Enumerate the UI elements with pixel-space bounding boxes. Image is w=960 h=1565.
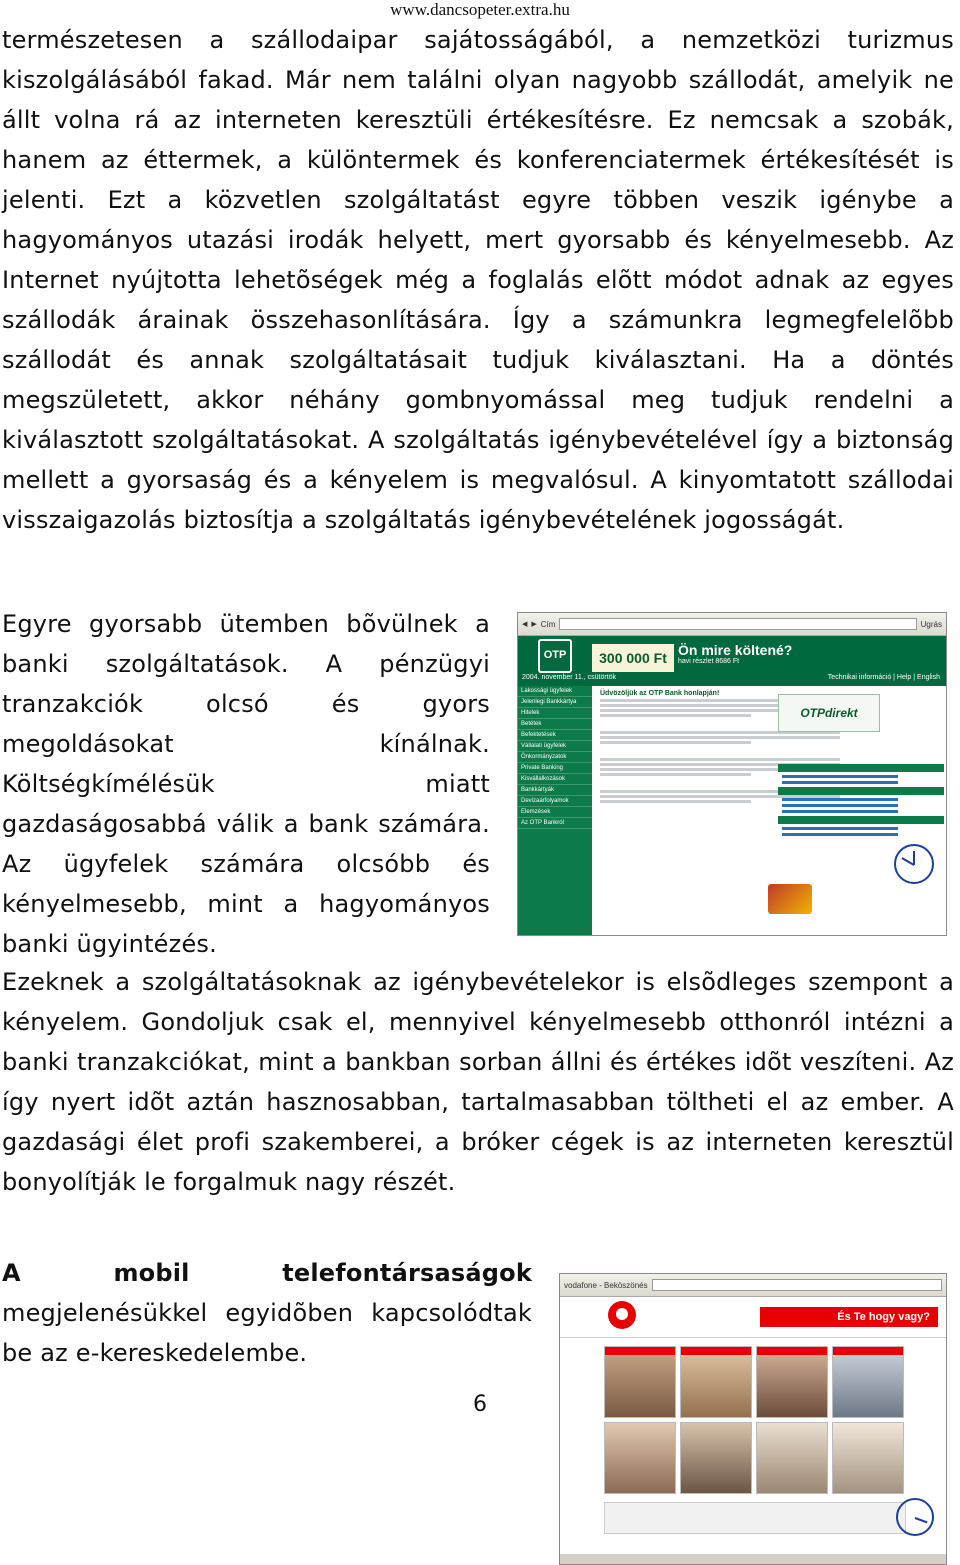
otp-direkt-box: OTPdirekt (778, 694, 880, 732)
sidebar-links (778, 764, 944, 839)
sidebar-link (782, 833, 898, 836)
bank-website-screenshot (517, 612, 947, 936)
go-label: Ugrás (920, 619, 942, 629)
paragraph-hotels: természetesen a szállodaipar sajátosságából, a nemzetközi turizmus kiszolgálásából fakad. Már nem találni olyan nagyobb szállodát, amelyik ne állt volna rá az interneten keresztüli értékesítésre. Ez nemcsak a szobák, hanem az éttermek, a különtermek és konferenciatermek értékesítését is jelenti. Ezt a közvetlen szolgáltatást egyre többen veszik igénybe a hagyományos utazási irodák helyett, mert gyorsabb és kényelmesebb. Az Internet nyújtotta lehetõségek még a foglalás elõtt módot adnak az egyes szállodák árainak összehasonlítására. Így a számunkra legmegfelelõbb szállodát és annak szolgáltatásait tudjuk kiválasztani. Ha a döntés megszületett, akkor néhány gombnyomással meg tudjuk rendelni a kiválasztott szolgáltatásokat. A szolgáltatás igénybevételével így a biztonság mellett a gyorsaság és a kényelem is megvalósul. A kinyomtatott szállodai visszaigazolás biztosítja a szolgáltatás igénybevételének jogosságát. (2, 26, 954, 534)
back-icon: ◀ (522, 620, 528, 628)
bank-promo-title: Ön mire költené? (678, 642, 793, 658)
photo-tile (680, 1346, 752, 1418)
bank-nav: Technikai információ | Help | English (827, 674, 940, 681)
bank-menu-item: Jelenlegi Bankkártya (518, 697, 592, 708)
address-label: Cím (540, 619, 556, 629)
tile-label (605, 1347, 675, 1355)
bank-promo-sub: havi részlet 8686 Ft (678, 658, 740, 665)
text-line (600, 741, 751, 744)
text-line (600, 773, 751, 776)
sidebar-link (782, 775, 898, 778)
photo-tile (604, 1422, 676, 1494)
window-title: vodafone - Beköszönés (564, 1280, 648, 1290)
bank-amount: 300 000 Ft (592, 644, 674, 672)
bank-logo: OTP (538, 639, 572, 673)
paragraph-mobile-bold: A mobil telefontársaságok (2, 1259, 532, 1287)
bank-promo (678, 642, 792, 665)
browser-toolbar (560, 1274, 946, 1297)
forward-icon: ▶ (531, 620, 537, 628)
bank-header (518, 636, 946, 686)
page-number: 6 (473, 1392, 487, 1417)
photo-tile (832, 1422, 904, 1494)
vodafone-header (560, 1297, 946, 1338)
photo-tile (680, 1422, 752, 1494)
bank-menu (518, 686, 592, 935)
address-bar (559, 618, 916, 630)
clock-hand (915, 1517, 928, 1523)
bank-menu-item: Az OTP Bankról (518, 818, 592, 829)
vodafone-logo (608, 1301, 636, 1329)
address-bar (652, 1279, 942, 1291)
bank-menu-item: Hitelek (518, 708, 592, 719)
bank-menu-item: Bankkártyák (518, 785, 592, 796)
bank-menu-item: Betétek (518, 719, 592, 730)
bank-menu-item: Private Banking (518, 763, 592, 774)
photo-tile (756, 1422, 828, 1494)
paragraph-banking: Egyre gyorsabb ütemben bõvülnek a banki szolgáltatások. A pénzügyi tranzakciók olcsó és gyors megoldásokat kínálnak. Költségkímélésük miatt gazdaságosabbá válik a bank számára. Az ügyfelek számára olcsóbb és kényelmesebb, mint a hagyományos banki ügyintézés. (2, 610, 490, 958)
photo-tile (832, 1346, 904, 1418)
vodafone-banner: És Te hogy vagy? (760, 1307, 938, 1327)
sidebar-bar (778, 787, 944, 795)
bank-menu-item: Vállalati ügyfelek (518, 741, 592, 752)
tile-label (833, 1347, 903, 1355)
sidebar-bar (778, 816, 944, 824)
paragraph-mobile (2, 1253, 532, 1373)
bank-menu-item: Kisvállalkozások (518, 774, 592, 785)
paragraph-mobile-rest: megjelenésükkel egyidõben kapcsolódtak be az e-kereskedelembe. (2, 1299, 532, 1367)
tile-label (757, 1347, 827, 1355)
browser-toolbar (518, 613, 946, 636)
photo-tile (756, 1346, 828, 1418)
sidebar-link (782, 798, 898, 801)
clock-icon (896, 1498, 934, 1536)
bank-main-heading: Üdvözöljük az OTP Bank honlapján! (600, 690, 720, 697)
paragraph-convenience: Ezeknek a szolgáltatásoknak az igénybevételekor is elsõdleges szempont a kényelem. Gondoljuk csak el, mennyivel kényelmesebb otthonról intézni a banki tranzakciókat, mint a bankban sorban állni és értékes idõt veszíteni. Az így nyert idõt aztán hasznosabban, tartalmasabban töltheti el az ember. A gazdasági élet profi szakemberei, a bróker cégek is az interneten keresztül bonyolítják le forgalmuk nagy részét. (2, 968, 954, 1196)
sidebar-link (782, 781, 898, 784)
bank-menu-item: Önkormányzatok (518, 752, 592, 763)
bank-sidebar (776, 686, 946, 935)
photo-tile (604, 1346, 676, 1418)
bank-menu-item: Elemzések (518, 807, 592, 818)
tile-label (681, 1347, 751, 1355)
vodafone-strip (604, 1502, 906, 1534)
text-line (600, 800, 751, 803)
bank-menu-item: Befektetések (518, 730, 592, 741)
text-line (600, 714, 751, 717)
bank-date: 2004. november 11., csütörtök (522, 674, 617, 681)
clock-icon (894, 844, 934, 884)
taskbar (560, 1554, 946, 1564)
bank-menu-item: Lakossági ügyfelek (518, 686, 592, 697)
sidebar-link (782, 804, 898, 807)
bank-menu-item: Devizaárfolyamok (518, 796, 592, 807)
mobile-website-screenshot (559, 1273, 947, 1565)
sidebar-bar (778, 764, 944, 772)
header-url: www.dancsopeter.extra.hu (390, 0, 570, 19)
vodafone-content (604, 1338, 904, 1564)
sidebar-link (782, 827, 898, 830)
sidebar-link (782, 810, 898, 813)
